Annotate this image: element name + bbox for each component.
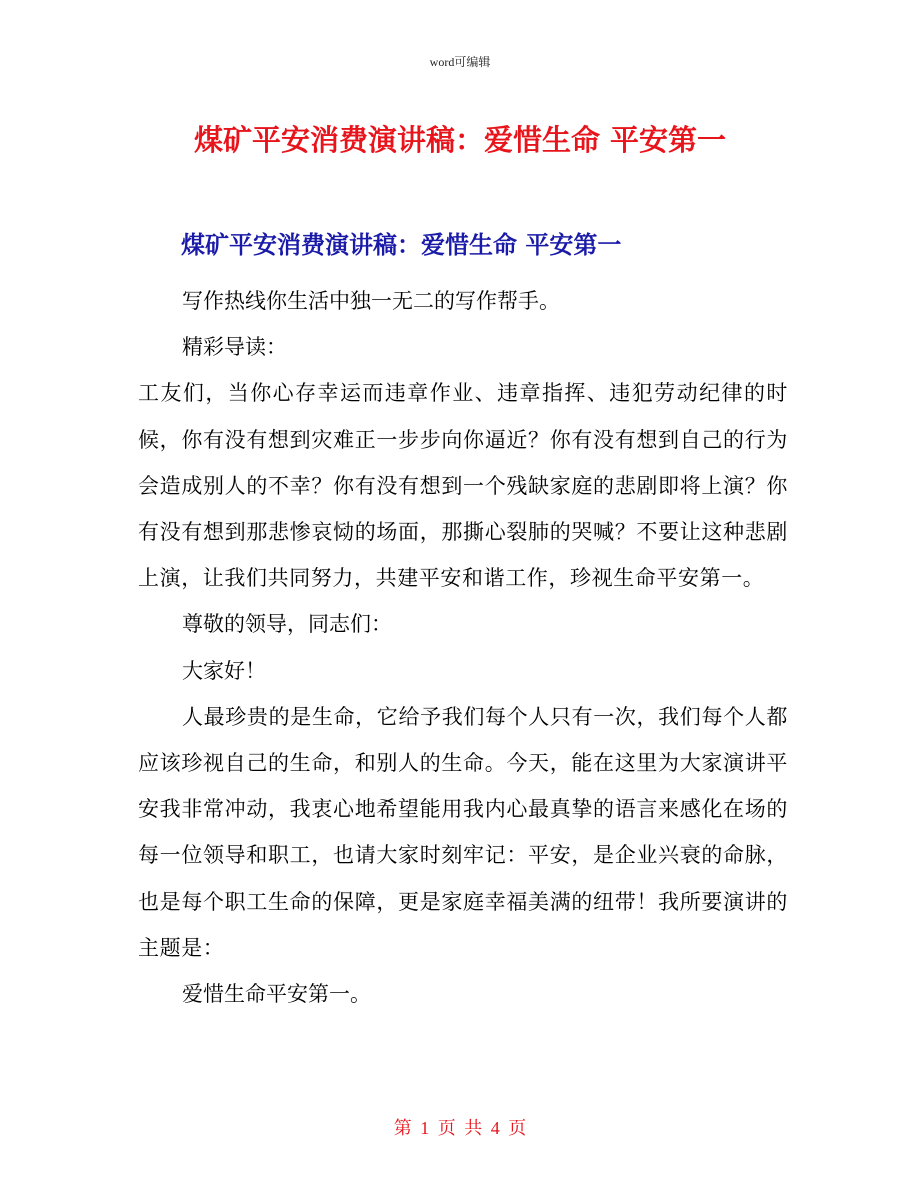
intro-paragraph: 写作热线你生活中独一无二的写作帮手。 [182,289,560,313]
speech-theme: 爱惜生命平安第一。 [182,982,371,1007]
document-body [138,278,788,1017]
page-number-footer: 第 1 页 共 4 页 [393,1118,527,1138]
guide-paragraph: 工友们，当你心存幸运而违章作业、违章指挥、违犯劳动纪律的时候，你有没有想到灾难正一步步向你逼近？你有没有想到自己的行为会造成别人的不幸？你有没有想到一个残缺家庭的悲剧即将上演？你有没有想到那悲惨哀恸的场面，那撕心裂肺的哭喊？不要让这种悲剧上演，让我们共同努力，共建平安和谐工作，珍视生命平安第一。 [138,381,788,591]
document-subtitle: 煤矿平安消费演讲稿：爱惜生命 平安第一 [181,231,622,259]
page-header: word可编辑 [429,55,491,69]
salutation: 尊敬的领导，同志们： [182,612,392,637]
document-title: 煤矿平安消费演讲稿：爱惜生命 平安第一 [193,123,727,157]
greeting: 大家好！ [182,658,266,683]
guide-label: 精彩导读： [182,335,287,360]
speech-paragraph: 人最珍贵的是生命，它给予我们每个人只有一次，我们每个人都应该珍视自己的生命，和别人的生命。今天，能在这里为大家演讲平安我非常冲动，我衷心地希望能用我内心最真挚的语言来感化在场的每一位领导和职工，也请大家时刻牢记：平安，是企业兴衰的命脉，也是每个职工生命的保障，更是家庭幸福美满的纽带！我所要演讲的主题是： [138,704,788,960]
